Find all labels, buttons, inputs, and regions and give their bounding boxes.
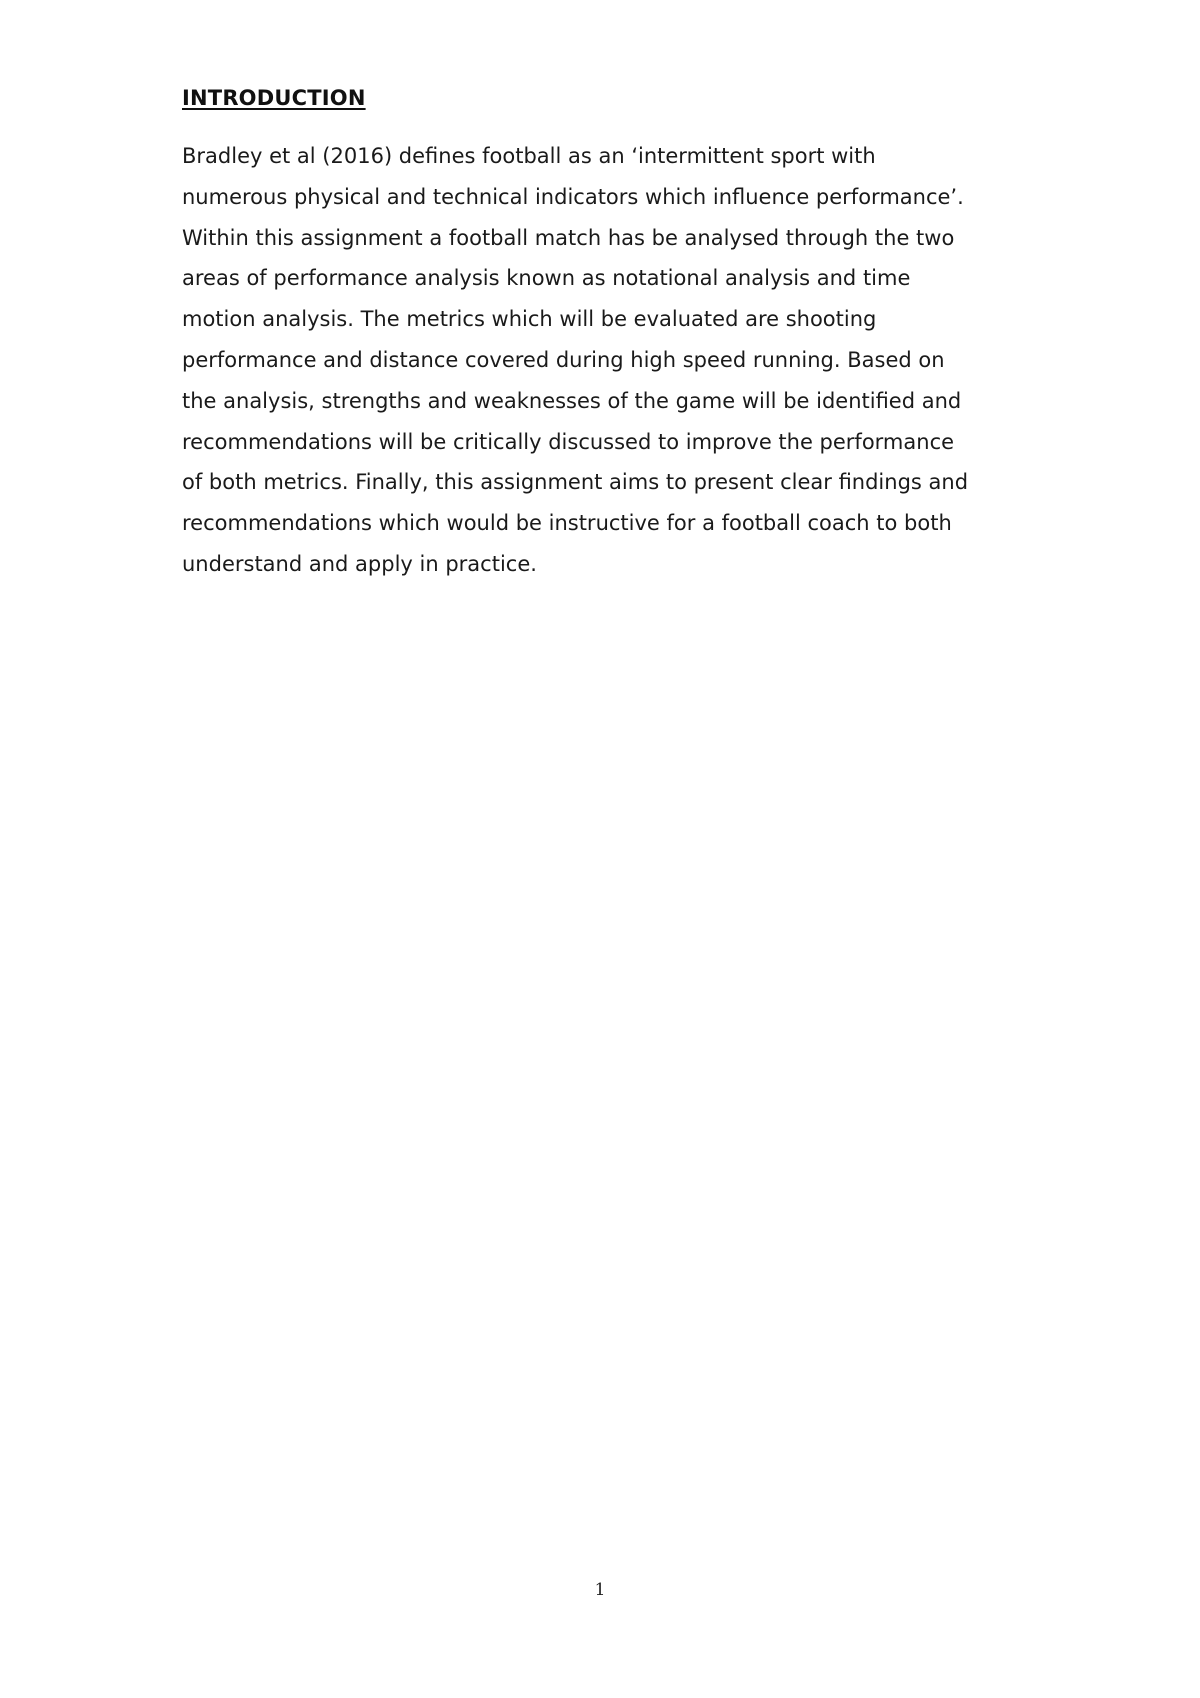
page-number: 1 [594, 1580, 606, 1600]
paragraph-line: Within this assignment a football match has be analysed through the two [182, 225, 955, 250]
paragraph-line: Bradley et al (2016) defines football as an ‘intermittent sport with [182, 144, 876, 168]
paragraph-line: recommendations which would be instructive for a football coach to both [182, 511, 952, 536]
paragraph-line: recommendations will be critically discussed to improve the performance [182, 429, 955, 454]
introduction-paragraph [182, 136, 1042, 585]
paragraph-line: performance and distance covered during high speed running. Based on [182, 347, 945, 372]
paragraph-line: of both metrics. Finally, this assignment aims to present clear findings and [182, 470, 969, 495]
paragraph-line: the analysis, strengths and weaknesses of the game will be identified and [182, 388, 962, 413]
paragraph-line: understand and apply in practice. [182, 551, 537, 576]
section-heading: INTRODUCTION [182, 86, 366, 110]
paragraph-line: numerous physical and technical indicators which influence performance’. [182, 184, 964, 209]
paragraph-line: motion analysis. The metrics which will be evaluated are shooting [182, 307, 877, 332]
paragraph-line: areas of performance analysis known as notational analysis and time [182, 266, 911, 291]
